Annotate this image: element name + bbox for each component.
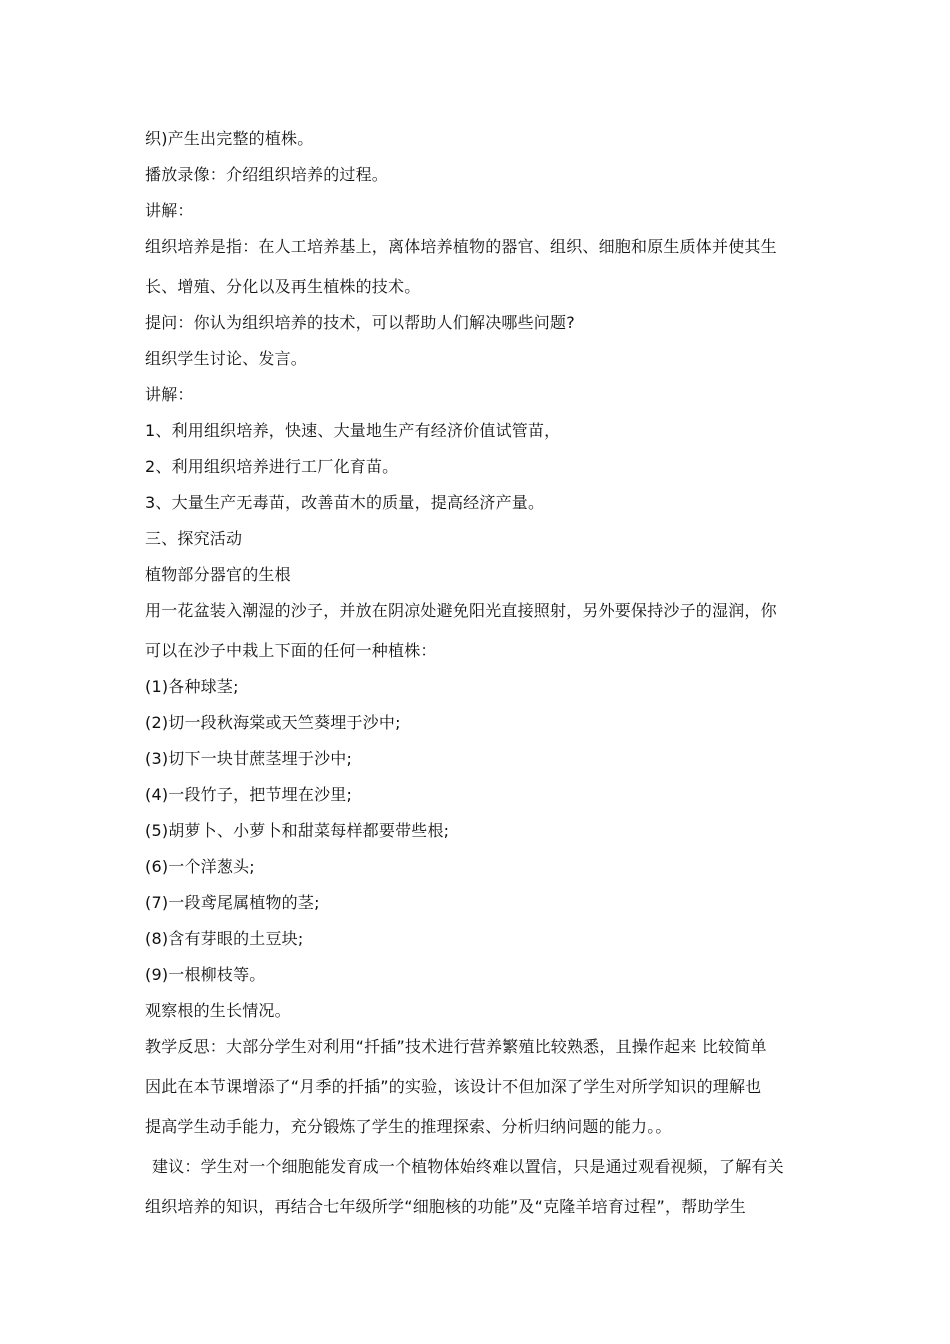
list-item: (9)一根柳枝等。 bbox=[145, 965, 266, 984]
text-line: 建议：学生对一个细胞能发育成一个植物体始终难以置信，只是通过观看视频，了解有关 bbox=[152, 1157, 784, 1176]
text-line: 组织学生讨论、发言。 bbox=[145, 349, 308, 368]
text-line: 提问：你认为组织培养的技术，可以帮助人们解决哪些问题? bbox=[145, 313, 575, 332]
text-line: 2、利用组织培养进行工厂化育苗。 bbox=[145, 457, 399, 476]
list-item: (2)切一段秋海棠或天竺葵埋于沙中; bbox=[145, 713, 401, 732]
text-line: 讲解： bbox=[145, 385, 194, 404]
text-line: 1、利用组织培养，快速、大量地生产有经济价值试管苗， bbox=[145, 421, 561, 440]
text-line: 可以在沙子中栽上下面的任何一种植株： bbox=[145, 641, 437, 660]
list-item: (3)切下一块甘蔗茎埋于沙中; bbox=[145, 749, 353, 768]
text-line: 提高学生动手能力，充分锻炼了学生的推理探索、分析归纳问题的能力。。 bbox=[145, 1117, 672, 1136]
text-line: 用一花盆装入潮湿的沙子，并放在阴凉处避免阳光直接照射，另外要保持沙子的湿润，你 bbox=[145, 601, 777, 620]
list-item: (8)含有芽眼的土豆块; bbox=[145, 929, 304, 948]
text-line: 植物部分器官的生根 bbox=[145, 565, 291, 584]
list-item: (7)一段鸢尾属植物的茎; bbox=[145, 893, 320, 912]
text-line: 播放录像：介绍组织培养的过程。 bbox=[145, 165, 389, 184]
text-line: 组织培养是指：在人工培养基上，离体培养植物的器官、组织、细胞和原生质体并使其生 bbox=[145, 237, 777, 256]
list-item: (4)一段竹子，把节埋在沙里; bbox=[145, 785, 353, 804]
text-line: 教学反思：大部分学生对利用“扦插”技术进行营养繁殖比较熟悉，且操作起来 比较简单 bbox=[145, 1037, 767, 1056]
text-line: 观察根的生长情况。 bbox=[145, 1001, 291, 1020]
text-line: 织)产生出完整的植株。 bbox=[145, 129, 314, 148]
text-line: 讲解： bbox=[145, 201, 194, 220]
section-heading: 三、探究活动 bbox=[145, 529, 243, 548]
list-item: (1)各种球茎; bbox=[145, 677, 239, 696]
list-item: (5)胡萝卜、小萝卜和甜菜每样都要带些根; bbox=[145, 821, 450, 840]
text-line: 3、大量生产无毒苗，改善苗木的质量，提高经济产量。 bbox=[145, 493, 545, 512]
text-line: 因此在本节课增添了“月季的扦插”的实验，该设计不但加深了学生对所学知识的理解也 bbox=[145, 1077, 762, 1096]
text-line: 组织培养的知识，再结合七年级所学“细胞核的功能”及“克隆羊培育过程”，帮助学生 bbox=[145, 1197, 746, 1216]
text-line: 长、增殖、分化以及再生植株的技术。 bbox=[145, 277, 421, 296]
list-item: (6)一个洋葱头; bbox=[145, 857, 255, 876]
